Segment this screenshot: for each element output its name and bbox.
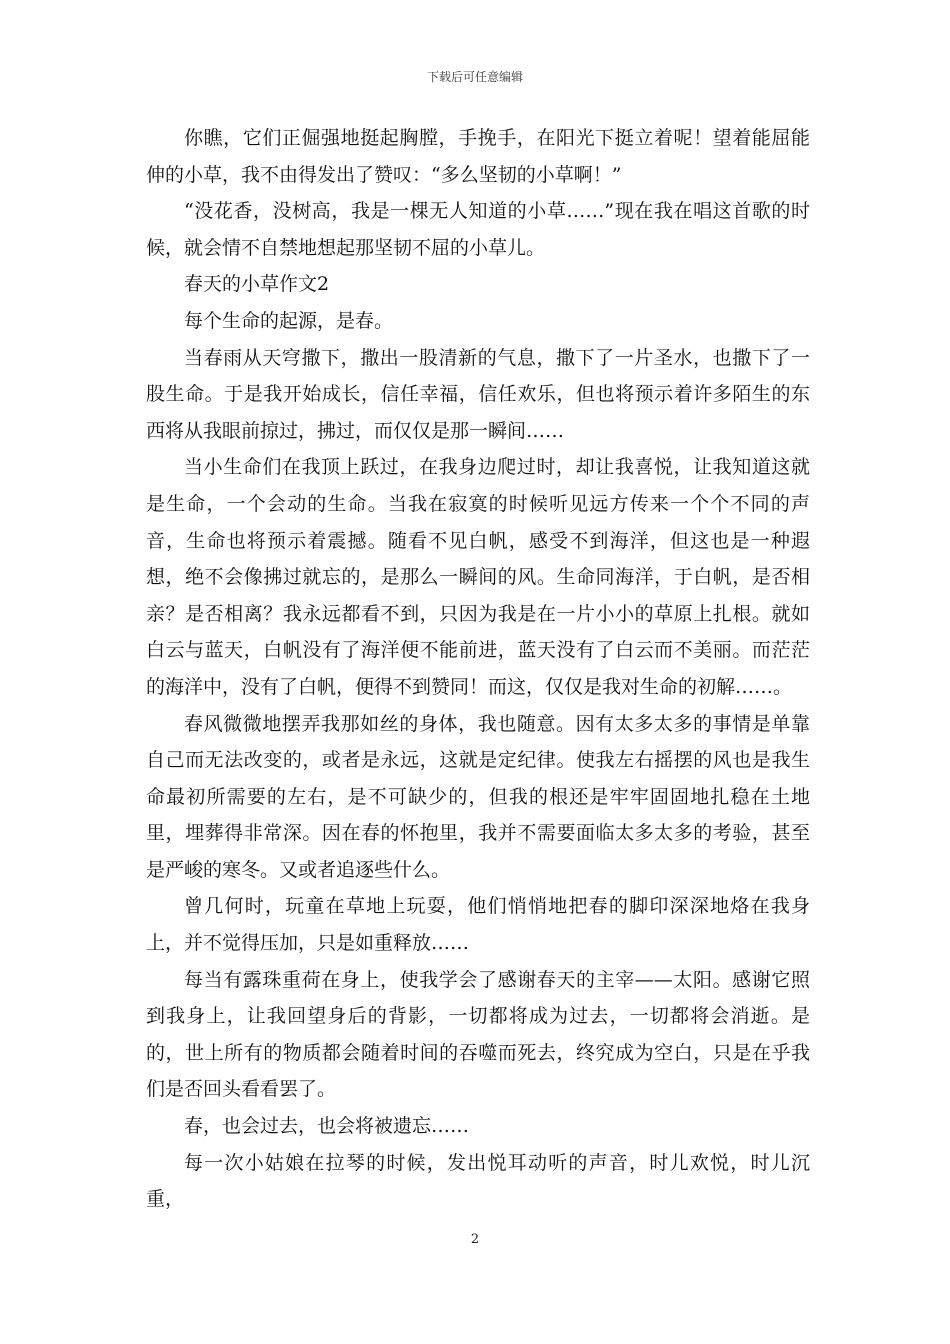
paragraph: 当小生命们在我顶上跃过，在我身边爬过时，却让我喜悦，让我知道这就是生命，一个会动的生命。当我在寂寞的时候听见远方传来一个个不同的声音，生命也将预示着震撼。随看不见白帆，感受不到海洋，但这也是一种遐想，绝不会像拂过就忘的，是那么一瞬间的风。生命同海洋，于白帆，是否相亲？是否相离？我永远都看不到，只因为我是在一片小小的草原上扎根。就如白云与蓝天，白帆没有了海洋便不能前进，蓝天没有了白云而不美丽。而茫茫的海洋中，没有了白帆，便得不到赞同！而这，仅仅是我对生命的初解……。 [146, 456, 810, 698]
paragraph: 每一次小姑娘在拉琴的时候，发出悦耳动听的声音，时儿欢悦，时儿沉重， [146, 1151, 810, 1211]
paragraph: 当春雨从天穹撒下，撒出一股清新的气息，撒下了一片圣水，也撒下了一股生命。于是我开始成长，信任幸福，信任欢乐，但也将预示着许多陌生的东西将从我眼前掠过，拂过，而仅仅是那一瞬间…… [146, 346, 810, 442]
paragraph: 每个生命的起源，是春。 [184, 309, 394, 332]
document-body [146, 120, 810, 1218]
section-title: 春天的小草作文2 [184, 273, 330, 296]
paragraph: 春风微微地摆弄我那如丝的身体，我也随意。因有太多太多的事情是单靠自己而无法改变的，或者是永远，这就是定纪律。使我左右摇摆的风也是我生命最初所需要的左右，是不可缺少的，但我的根还是牢牢固固地扎稳在土地里，埋葬得非常深。因在春的怀抱里，我并不需要面临太多太多的考验，甚至是严峻的寒冬。又或者追逐些什么。 [146, 712, 810, 881]
paragraph: 你瞧，它们正倔强地挺起胸膛，手挽手，在阳光下挺立着呢！望着能屈能伸的小草，我不由得发出了赞叹：“多么坚韧的小草啊！” [146, 127, 810, 186]
paragraph: 春，也会过去，也会将被遗忘…… [184, 1115, 470, 1138]
paragraph: “没花香，没树高，我是一棵无人知道的小草……”现在我在唱这首歌的时候，就会情不自禁地想起那坚韧不屈的小草儿。 [146, 200, 810, 259]
paragraph: 每当有露珠重荷在身上，使我学会了感谢春天的主宰——太阳。感谢它照到我身上，让我回望身后的背影，一切都将成为过去，一切都将会消逝。是的，世上所有的物质都会随着时间的吞噬而死去，终究成为空白，只是在乎我们是否回头看看罢了。 [146, 968, 810, 1101]
page-number: 2 [470, 1232, 480, 1247]
page-header: 下载后可任意编辑 [426, 70, 523, 84]
paragraph: 曾几何时，玩童在草地上玩耍，他们悄悄地把春的脚印深深地烙在我身上，并不觉得压加，只是如重释放…… [146, 895, 810, 955]
